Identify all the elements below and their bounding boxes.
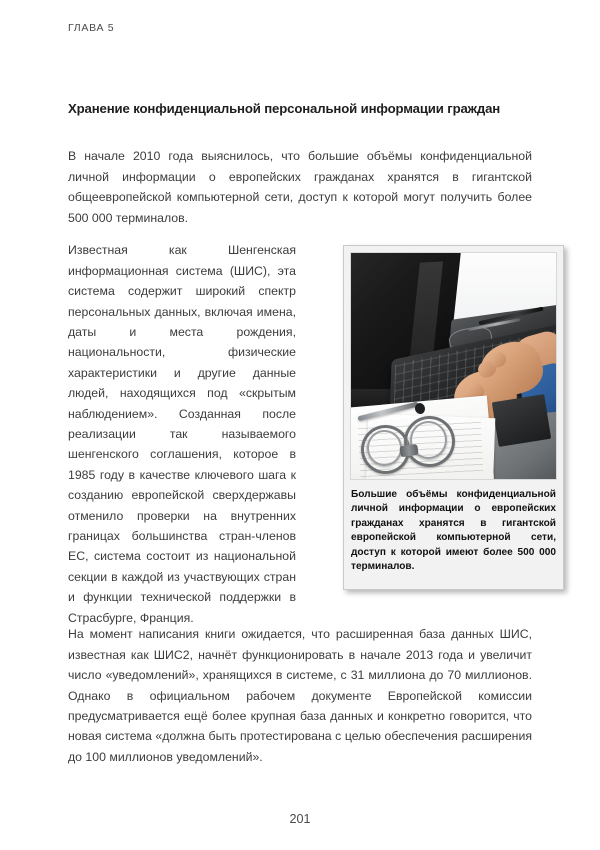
desk-shadow-icon (491, 394, 551, 447)
photo-keyboard-handcuffs (350, 252, 557, 480)
handcuff-ring-inner-icon (367, 430, 402, 466)
closing-paragraph: На момент написания книги ожидается, что расширенная база данных ШИС, известная как ШИС2, начнёт функционировать в начале 2013 года и увеличит число «уведомлений», хранящихся в системе, с 31 миллиона до 70 миллионов. Однако в официальном рабочем документе Европейской комиссии предусматривается ещё более крупная база данных и конкретно говорится, что новая система «должна быть протестирована с целью обеспечения расширения до 100 миллионов уведомлений». (68, 627, 532, 764)
page-number: 201 (289, 812, 311, 826)
intro-paragraph: В начале 2010 года выяснилось, что большие объёмы конфиденциальной личной информации о европейских гражданах хранятся в гигантской общеевропейской компьютерной сети, доступ к которой могут получить более 500 000 терминалов. (68, 149, 532, 225)
figure-caption: Большие объёмы конфиденциальной личной информации о европейских гражданах хранятся в гигантской европейской компьютерной сети, доступ к которой имеют более 500 000 терминалов. (351, 489, 556, 573)
running-head: ГЛАВА 5 (68, 22, 115, 34)
figure-block (343, 245, 564, 590)
photo-scene (351, 253, 556, 479)
wrapped-paragraph: Известная как Шенгенская информационная система (ШИС), эта система содержит широкий спектр персональных данных, включая имена, даты и места рождения, национальности, физические характеристики и другие данные людей, находящихся под «скрытым наблюдением». Созданная после реализации так называемого шенгенского соглашения, которое в 1985 году в качестве ключевого шага к созданию европейской сверхдержавы отменило проверки на внутренних границах большинства стран-членов ЕС, система состоит из национальной секции в каждой из участвующих стран и функции технической поддержки в Страсбурге, Франция. (68, 243, 296, 625)
page-title: Хранение конфиденциальной персональной информации граждан (68, 100, 501, 116)
